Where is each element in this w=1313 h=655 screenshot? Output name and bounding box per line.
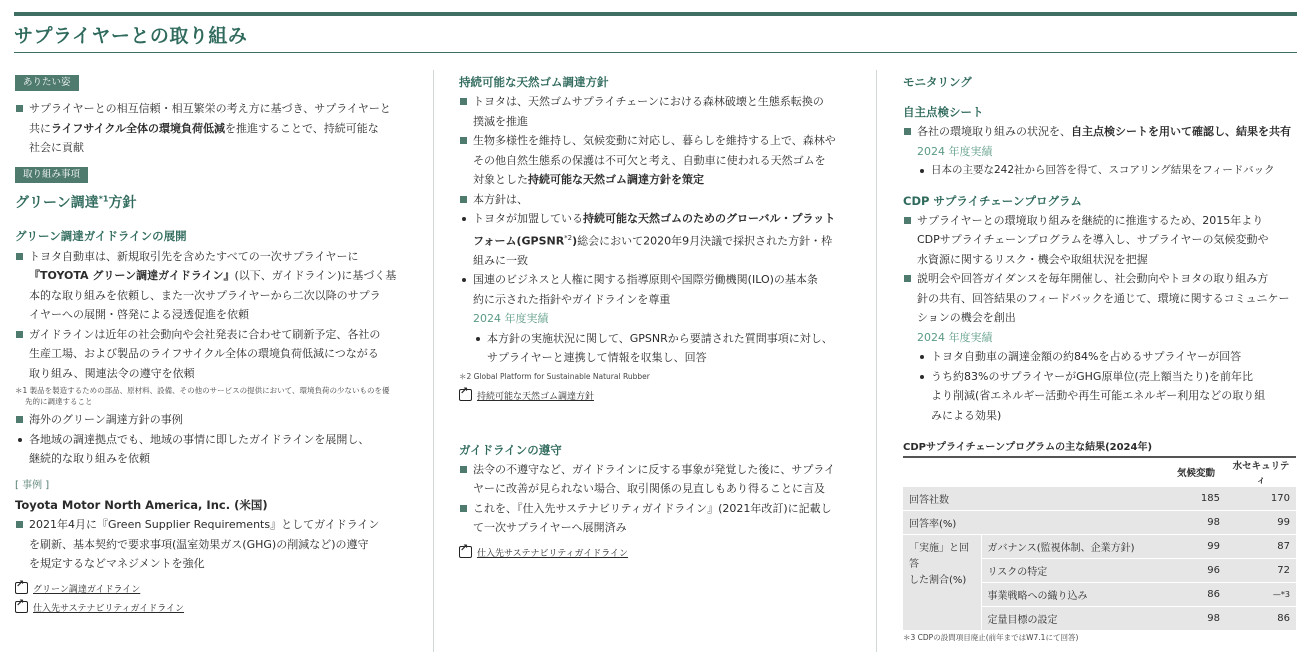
text: より削減(省エネルギー活動や再生可能エネルギー利用などの取り組	[931, 389, 1266, 402]
table-row	[903, 511, 1296, 535]
text: 各社の環境取り組みの状況を、	[917, 125, 1071, 138]
link-supplier-guideline[interactable]	[459, 546, 859, 559]
text: ＊1 製品を製造するための部品、原材料、設備、その他のサービスの提供において、環境負荷の少ないものを優	[15, 386, 390, 395]
text: CDPサプライチェーンプログラムを導入し、サプライヤーの気候変動や	[917, 233, 1269, 246]
link-text[interactable]: 仕入先サステナビリティガイドライン	[33, 603, 185, 614]
text: 先的に調達すること	[25, 397, 93, 406]
row-label: リスクの特定	[981, 559, 1166, 583]
tag-actions: 取り組み事項	[15, 167, 88, 183]
text: 「実施」と回答	[909, 543, 969, 570]
bullet	[459, 460, 859, 499]
column-header: 水セキュリティ	[1226, 458, 1296, 487]
text: サプライヤーとの相互信頼・相互繁栄の考え方に基づき、サプライヤーと	[29, 102, 391, 115]
bullet	[903, 211, 1303, 270]
case-label: [ 事例 ]	[15, 479, 50, 491]
cell-value: —*3	[1226, 583, 1296, 607]
link-supplier-guideline[interactable]	[15, 601, 420, 614]
subheading: グリーン調達ガイドラインの展開	[15, 228, 187, 243]
text: 説明会や回答ガイダンスを毎年開催し、社会動向やトヨタの取り組み方	[917, 272, 1269, 285]
bullet	[903, 122, 1303, 142]
text: 共に	[29, 121, 51, 135]
text: トヨタは、天然ゴムサプライチェーンにおける森林破壊と生態系転換の	[473, 95, 824, 108]
row-label: 回答率(%)	[903, 511, 1166, 535]
text: 各地域の調達拠点でも、地域の事情に即したガイドラインを展開し、	[29, 432, 370, 446]
dot-item	[473, 329, 859, 368]
bullet: 海外のグリーン調達方針の事例	[15, 410, 420, 430]
year-label: 2024 年度実績	[917, 330, 993, 344]
column-header: 気候変動	[1166, 458, 1226, 487]
dot-item	[459, 270, 859, 309]
section-heading	[15, 192, 420, 212]
dot-item: 日本の主要な242社から回答を得て、スコアリング結果をフィードバック	[917, 161, 1303, 181]
dot-item	[917, 367, 1303, 426]
footnote-mark: *2	[564, 233, 573, 242]
text: 組みに一致	[473, 253, 528, 267]
cell-value: 99	[1226, 511, 1296, 535]
footnote: ＊3 CDPの設問項目廃止(前年まではW7.1にて回答)	[903, 633, 1079, 642]
link-rubber-policy[interactable]	[459, 389, 859, 402]
year-label: 2024 年度実績	[473, 312, 549, 326]
text	[473, 170, 859, 190]
heading-text: グリーン調達	[15, 194, 99, 211]
text: て一次サプライヤーへ展開済み	[473, 521, 627, 535]
text-bold: 自主点検シートを用いて確認し、結果を共有	[1071, 125, 1291, 138]
text	[29, 266, 420, 286]
text	[29, 119, 420, 139]
company-name: Toyota Motor North America, Inc. (米国)	[15, 498, 268, 512]
text: トヨタが加盟している	[473, 212, 583, 225]
column-left	[15, 70, 420, 614]
text: を規定するなどマネジメントを強化	[29, 557, 205, 570]
text: サプライヤーとの環境取り組みを継続的に推進するため、2015年より	[917, 213, 1264, 227]
text: その他自然生態系の保護は不可欠と考え、自動車に使われる天然ゴムを	[473, 153, 826, 167]
top-rule	[14, 12, 1297, 16]
cell-value: 87	[1226, 535, 1296, 559]
text: 生産工場、および製品のライフサイクル全体の環境負荷低減につながる	[29, 347, 379, 360]
footnote: ＊2 Global Platform for Sustainable Natural Rubber	[459, 371, 650, 381]
text-bold: ライフサイクル全体の環境負荷低減	[51, 121, 226, 135]
footnote-mark: *1	[98, 193, 109, 203]
cell-value: 99	[1166, 535, 1226, 559]
text: 取り組み、関連法令の遵守を依頼	[29, 366, 195, 380]
page-title: サプライヤーとの取り組み	[14, 25, 248, 47]
group-label	[903, 535, 981, 631]
text-bold: )	[572, 234, 578, 248]
text-bold: 『TOYOTA グリーン調達ガイドライン』	[29, 269, 235, 282]
external-link-icon	[15, 582, 28, 594]
section-heading: モニタリング	[903, 75, 972, 89]
external-link-icon	[459, 389, 472, 401]
heading-text: 方針	[108, 194, 137, 211]
text: うち約83%のサプライヤーがGHG原単位(売上額当たり)を前年比	[931, 369, 1254, 383]
text: 対象とした	[473, 173, 528, 186]
bullet	[459, 499, 859, 538]
dot-item: トヨタ自動車の調達金額の約84%を占めるサプライヤーが回答	[917, 347, 1303, 367]
column-divider	[433, 70, 434, 652]
text: 社会に貢献	[29, 141, 84, 154]
link-text[interactable]: 仕入先サステナビリティガイドライン	[477, 548, 629, 559]
cell-value: 86	[1166, 583, 1226, 607]
bullet-ideal	[15, 99, 420, 158]
column-right	[903, 74, 1303, 425]
text: 水資源に関するリスク・機会や取組状況を把握	[917, 252, 1148, 266]
text: 継続的な取り組みを依頼	[29, 452, 150, 465]
text: イヤーへの展開・啓発による浸透促進を依頼	[29, 308, 249, 321]
cell-value: 72	[1226, 559, 1296, 583]
text-bold: 持続可能な天然ゴムのためのグローバル・プラット	[583, 212, 836, 225]
bullet	[459, 131, 859, 190]
cell-value: 185	[1166, 487, 1226, 511]
row-label: 事業戦略への織り込み	[981, 583, 1166, 607]
cell-value: 98	[1166, 607, 1226, 631]
text-bold: フォーム(GPSNR	[473, 234, 565, 248]
text: ションの機会を創出	[917, 311, 1016, 324]
text: 総会において2020年9月決議で採択された方針・枠	[577, 234, 833, 248]
tag-ideal: ありたい姿	[15, 75, 79, 91]
text: 2021年4月に『Green Supplier Requirements』としてガイドライン	[29, 518, 380, 531]
column-divider	[876, 70, 877, 652]
subheading: CDP サプライチェーンプログラム	[903, 193, 1082, 208]
subheading: ガイドラインの遵守	[459, 442, 562, 457]
bullet	[903, 269, 1303, 328]
text: を推進することで、持続可能な	[225, 121, 379, 135]
text: 約に示された指針やガイドラインを尊重	[473, 292, 671, 306]
text: 本的な取り組みを依頼し、また一次サプライヤーから二次以降のサプラ	[29, 288, 381, 302]
external-link-icon	[15, 601, 28, 613]
row-label: ガバナンス(監視体制、企業方針)	[981, 535, 1166, 559]
table-row	[903, 535, 1296, 559]
row-label: 回答社数	[903, 487, 1166, 511]
bullet	[15, 515, 420, 574]
table-row	[903, 487, 1296, 511]
text: した割合(%)	[909, 575, 967, 586]
bullet: 本方針は、	[459, 190, 859, 210]
text: 国連のビジネスと人権に関する指導原則や国際労働機関(ILO)の基本条	[473, 273, 818, 287]
link-text[interactable]: グリーン調達ガイドライン	[33, 584, 141, 595]
text: を刷新、基本契約で要求事項(温室効果ガス(GHG)の削減など)の遵守	[29, 537, 369, 551]
footnote	[15, 385, 420, 407]
bullet	[15, 325, 420, 384]
text: 法令の不遵守など、ガイドラインに反する事象が発覚した後に、サプライ	[473, 462, 836, 476]
cell-value: 170	[1226, 487, 1296, 511]
text: みによる効果)	[931, 408, 1002, 422]
link-green-guideline[interactable]	[15, 582, 420, 595]
bullet	[459, 92, 859, 131]
text: 撲滅を推進	[473, 114, 528, 128]
row-label: 定量目標の設定	[981, 607, 1166, 631]
cell-value: 86	[1226, 607, 1296, 631]
table-header-row	[903, 458, 1296, 487]
external-link-icon	[459, 546, 472, 558]
cell-value: 98	[1166, 511, 1226, 535]
text: ガイドラインは近年の社会動向や会社発表に合わせて刷新予定、各社の	[29, 327, 381, 341]
text: 針の共有、回答結果のフィードバックを通じて、環境に関するコミュニケー	[917, 291, 1290, 305]
text-bold: 持続可能な天然ゴム調達方針を策定	[528, 173, 704, 186]
dot-item	[459, 209, 859, 270]
text: (以下、ガイドライン)に基づく基	[234, 269, 397, 282]
text: サプライヤーと連携して情報を収集し、回答	[487, 351, 707, 365]
cell-value: 96	[1166, 559, 1226, 583]
text: ヤーに改善が見られない場合、取引関係の見直しもあり得ることに言及	[473, 482, 825, 496]
subheading: 持続可能な天然ゴム調達方針	[459, 75, 609, 89]
link-text[interactable]: 持続可能な天然ゴム調達方針	[477, 391, 595, 402]
title-divider	[14, 52, 1297, 53]
year-label: 2024 年度実績	[917, 144, 993, 158]
bullet	[15, 247, 420, 325]
text: 本方針の実施状況に関して、GPSNRから要請された質問事項に対し、	[487, 331, 833, 345]
subheading: 自主点検シート	[903, 105, 984, 119]
column-middle	[459, 74, 859, 559]
text: 生物多様性を維持し、気候変動に対応し、暮らしを維持する上で、森林や	[473, 134, 836, 147]
text: トヨタ自動車は、新規取引先を含めたすべての一次サプライヤーに	[29, 249, 359, 263]
cdp-results-table	[903, 456, 1296, 631]
table-title: CDPサプライチェーンプログラムの主な結果(2024年)	[903, 442, 1153, 453]
text: これを、『仕入先サステナビリティガイドライン』(2021年改訂)に記載し	[473, 501, 832, 515]
dot-item	[15, 430, 420, 469]
